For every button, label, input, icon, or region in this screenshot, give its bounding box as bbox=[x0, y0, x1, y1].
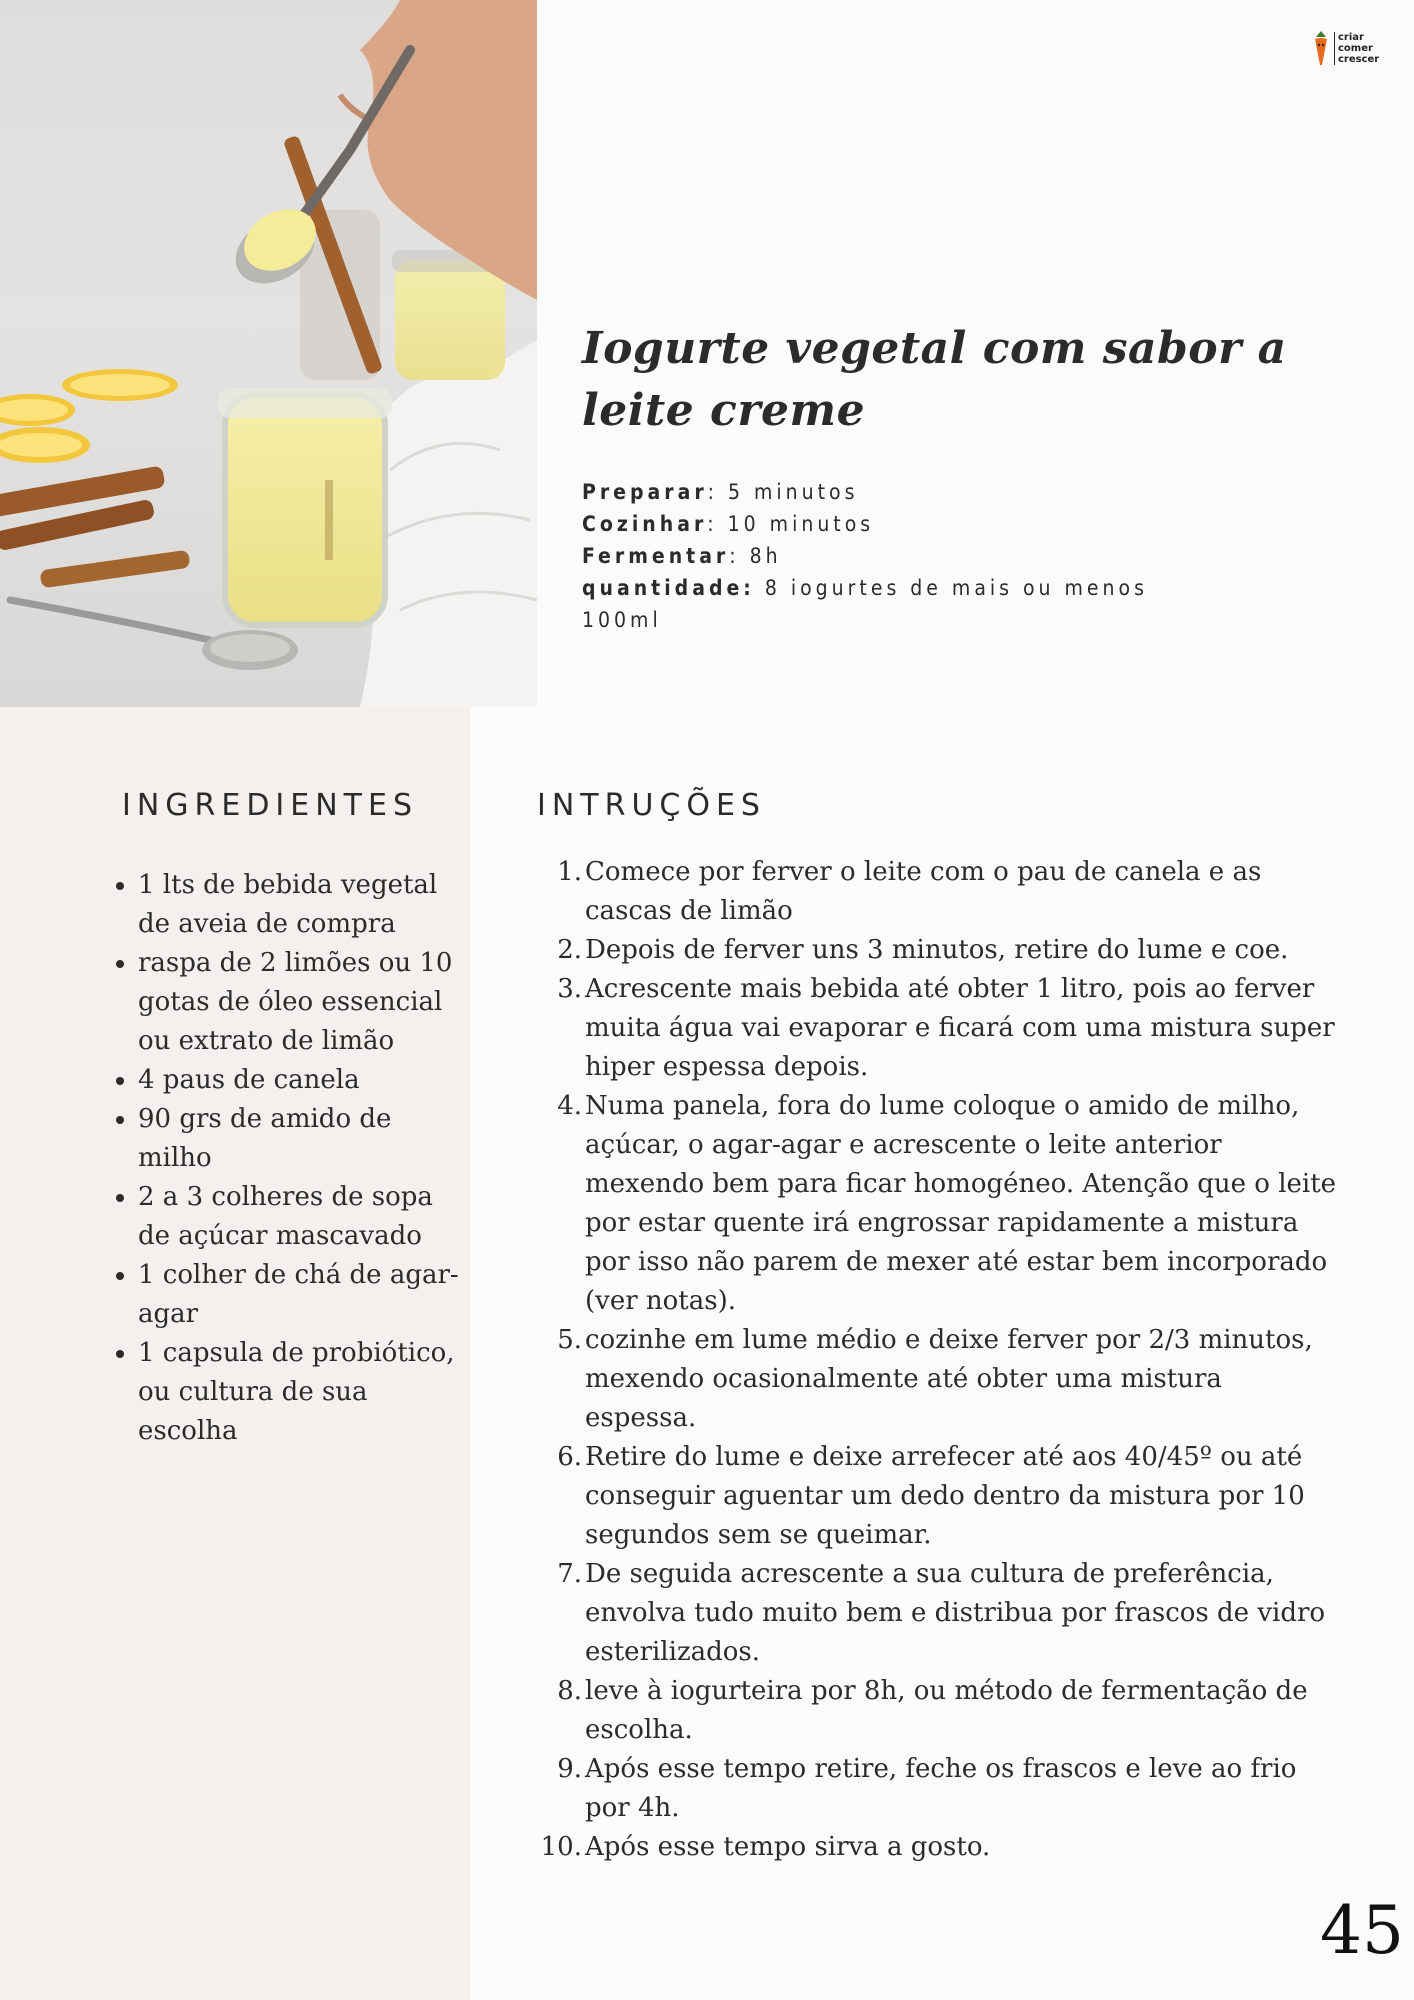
instruction-step bbox=[538, 970, 1338, 1087]
recipe-meta bbox=[582, 476, 1182, 636]
meta-label: Fermentar bbox=[582, 544, 730, 568]
meta-value: : 5 minutos bbox=[707, 480, 859, 504]
meta-prep bbox=[582, 476, 1182, 508]
instruction-step bbox=[538, 1750, 1338, 1828]
step-number: 3. bbox=[557, 974, 582, 1004]
instruction-step bbox=[538, 1087, 1338, 1321]
step-number: 6. bbox=[557, 1442, 582, 1472]
step-number: 8. bbox=[557, 1676, 582, 1706]
step-number: 5. bbox=[557, 1325, 582, 1355]
ingredient-item: • 4 paus de canela bbox=[138, 1061, 468, 1100]
step-number: 1. bbox=[557, 857, 582, 887]
logo-line-1: criar bbox=[1338, 31, 1364, 43]
ingredient-item: • 90 grs de amido de milho bbox=[138, 1100, 468, 1178]
ingredients-list bbox=[110, 866, 468, 1451]
page-number: 45 bbox=[1320, 1892, 1404, 1969]
meta-quantity-extra: 100ml bbox=[582, 608, 662, 632]
instruction-step bbox=[538, 853, 1338, 931]
instruction-step bbox=[538, 1438, 1338, 1555]
meta-label: Cozinhar bbox=[582, 512, 708, 536]
instruction-step bbox=[538, 1828, 1338, 1867]
step-text: Retire do lume e deixe arrefecer até aos 40/45º ou até conseguir aguentar um dedo dentro da mistura por 10 segundos sem se queimar. bbox=[585, 1442, 1305, 1550]
ingredient-item: • 1 lts de bebida vegetal de aveia de compra bbox=[138, 866, 468, 944]
instruction-step bbox=[538, 1321, 1338, 1438]
step-number: 4. bbox=[557, 1091, 582, 1121]
step-number: 7. bbox=[557, 1559, 582, 1589]
meta-value: 8 iogurtes de mais ou menos bbox=[754, 576, 1148, 600]
instruction-step bbox=[538, 1555, 1338, 1672]
meta-ferment bbox=[582, 540, 1182, 572]
carrot-icon bbox=[1312, 31, 1330, 65]
ingredient-item: • 1 colher de chá de agar-agar bbox=[138, 1256, 468, 1334]
meta-value: : 8h bbox=[729, 544, 782, 568]
ingredients-heading: INGREDIENTES bbox=[122, 788, 419, 823]
step-text: De seguida acrescente a sua cultura de preferência, envolva tudo muito bem e distribua por frascos de vidro esterilizados. bbox=[585, 1559, 1326, 1667]
instructions-list bbox=[538, 853, 1338, 1867]
step-text: cozinhe em lume médio e deixe ferver por 2/3 minutos, mexendo ocasionalmente até obter uma mistura espessa. bbox=[585, 1325, 1313, 1433]
meta-label: quantidade: bbox=[582, 576, 755, 600]
step-text: Após esse tempo retire, feche os frascos e leve ao frio por 4h. bbox=[585, 1754, 1297, 1823]
logo-line-2: comer bbox=[1338, 42, 1373, 54]
step-text: Acrescente mais bebida até obter 1 litro, pois ao ferver muita água vai evaporar e ficará com uma mistura super hiper espessa depois. bbox=[585, 974, 1335, 1082]
instruction-step bbox=[538, 1672, 1338, 1750]
step-text: Comece por ferver o leite com o pau de canela e as cascas de limão bbox=[585, 857, 1262, 926]
meta-value: : 10 minutos bbox=[707, 512, 875, 536]
step-text: Após esse tempo sirva a gosto. bbox=[585, 1832, 991, 1862]
recipe-photo bbox=[0, 0, 537, 707]
logo-line-3: crescer bbox=[1338, 53, 1380, 65]
recipe-title: Iogurte vegetal com sabor a leite creme bbox=[582, 323, 1287, 436]
instructions-heading: INTRUÇÕES bbox=[537, 788, 766, 823]
step-text: leve à iogurteira por 8h, ou método de fermentação de escolha. bbox=[585, 1676, 1308, 1745]
step-number: 10. bbox=[540, 1832, 582, 1862]
brand-logo bbox=[1312, 28, 1392, 68]
step-text: Depois de ferver uns 3 minutos, retire do lume e coe. bbox=[585, 935, 1289, 965]
logo-text bbox=[1334, 32, 1379, 65]
meta-cook bbox=[582, 508, 1182, 540]
instruction-step bbox=[538, 931, 1338, 970]
step-number: 2. bbox=[557, 935, 582, 965]
ingredient-item: • 1 capsula de probiótico, ou cultura de sua escolha bbox=[138, 1334, 468, 1451]
meta-quantity bbox=[582, 572, 1182, 604]
step-number: 9. bbox=[557, 1754, 582, 1784]
step-text: Numa panela, fora do lume coloque o amido de milho, açúcar, o agar-agar e acrescente o leite anterior mexendo bem para ficar homogéneo. Atenção que o leite por estar quente irá engrossar rapidamente a mistura por isso não parem de mexer até estar bem incorporado (ver notas). bbox=[585, 1091, 1337, 1316]
ingredient-item: • raspa de 2 limões ou 10 gotas de óleo essencial ou extrato de limão bbox=[138, 944, 468, 1061]
ingredient-item: • 2 a 3 colheres de sopa de açúcar mascavado bbox=[138, 1178, 468, 1256]
meta-label: Preparar bbox=[582, 480, 708, 504]
